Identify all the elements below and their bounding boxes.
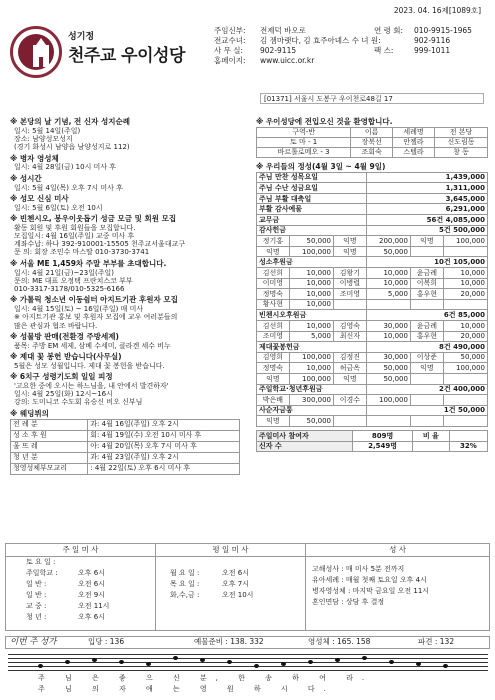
offering-amount: 1건 50,000 [366, 405, 487, 416]
notice-title: ※ 6치구 성령기도회 일일 피정 [10, 372, 113, 382]
schedule-time: 과: 4월 16일(주일) 오후 2시 [88, 419, 240, 430]
donor-amount: 10,000 [366, 278, 410, 289]
offering-amount: 1,439,000 [366, 172, 487, 183]
sacrament-info: 병자영성체 : 마지막 금요일 오전 11시 [312, 587, 430, 595]
mass-time: 오전 6시 [78, 580, 105, 588]
donor-name: 황사현 [257, 299, 290, 310]
music-note [146, 662, 151, 666]
donor-row [257, 416, 488, 427]
attendance-table [256, 430, 488, 452]
donor-name: 익명 [410, 363, 443, 374]
offering-category: 주님 수난 성금요일 [257, 183, 367, 194]
donor-name: 허금옥 [333, 363, 366, 374]
mass-time-row [26, 558, 155, 569]
offering-category: 주님 부활 대축일 [257, 193, 367, 204]
homepage-link[interactable]: www.uicc.or.kr [260, 56, 315, 65]
donor-name: 익명 [257, 416, 290, 427]
sunday-mass [6, 544, 156, 630]
welcome-cell: 신도림동 [434, 137, 487, 147]
attendance-cell: 비 율 [412, 430, 449, 441]
sacrament-info: 유아세례 : 매월 첫째 토요일 오후 4시 [312, 576, 427, 584]
mass-time-row [26, 602, 155, 613]
donor-amount: 10,000 [289, 363, 333, 374]
donor-name: 정기홍 [257, 236, 290, 247]
notice-line: 장소: 남양성모성지 [14, 135, 73, 144]
donor-amount: 100,000 [443, 363, 487, 374]
info-value: 010-9915-1965 [414, 26, 472, 35]
hymn-bar [5, 636, 490, 649]
donor-row [257, 331, 488, 342]
offering-category: 제대꽃봉헌금 [257, 342, 367, 353]
donor-row [257, 373, 488, 384]
info-label: 전교수녀: [214, 36, 246, 45]
donor-name: 정명숙 [257, 363, 290, 374]
donor-amount [443, 299, 487, 310]
schedule-group: 울 뜨 레 [11, 441, 88, 452]
attendance-cell [412, 441, 449, 452]
donor-name: 홍우현 [410, 289, 443, 300]
donor-amount [443, 395, 487, 406]
welcome-row [257, 137, 488, 147]
offering-amount: 5건 500,000 [366, 225, 487, 236]
donor-row [257, 246, 488, 257]
schedule-group: 전 례 분 [11, 419, 88, 430]
contact-info [214, 27, 484, 67]
schedule-group: 성 소 후 원 [11, 430, 88, 441]
column-header: 세례명 [393, 127, 435, 137]
mass-label: 일 반 : [26, 591, 47, 599]
column-header: 이름 [351, 127, 393, 137]
info-value: 902-9116 [414, 36, 451, 45]
offering-amount: 1,311,000 [366, 183, 487, 194]
music-note [65, 660, 70, 664]
donor-name [333, 416, 366, 427]
donor-name: 이미영 [257, 278, 290, 289]
notice-line: 일시: 5월 14일(주일) [14, 126, 81, 135]
donor-row [257, 289, 488, 300]
entrance-hymn: 입당 : 136 [88, 637, 125, 646]
donor-row [257, 278, 488, 289]
notice-title: ※ 성모 신심 미사 [10, 193, 69, 203]
offering-amount: 2건 400,000 [366, 384, 487, 395]
schedule-row [11, 441, 240, 452]
info-value: 김 젬마랫다, 김 효주아녜스 수 녀 원: [260, 36, 381, 45]
donor-name: 이병렬 [333, 278, 366, 289]
offering-total-row [257, 215, 488, 226]
offering-total-row [257, 310, 488, 321]
notice-line: 일시: 4월 28일(금) 10시 미사 후 [14, 163, 117, 172]
donor-name: 김정진 [333, 352, 366, 363]
notice-title: ※ 서울 ME 1,459차 주말 부부를 초대합니다. [10, 258, 167, 268]
notice-line: 문 의: 회장 조민수 마스딸 010-3730-3741 [14, 248, 150, 257]
donor-row [257, 268, 488, 279]
mass-time-row [26, 613, 155, 624]
notice-line: 일시: 4월 15일(토) ~ 16일(주일) 매 미사 [14, 305, 144, 314]
welcome-cell: 바르톨로메오 - 3 [257, 147, 351, 157]
recessional-hymn: 파견 : 132 [418, 637, 455, 646]
notice-title: ※ 제대 꽃 봉헌 받습니다(사무실) [10, 352, 122, 361]
donor-amount: 50,000 [366, 373, 410, 384]
notice-line: 품목: 주방 EM 세제, 삼베 수세미, 클라겐 세수 비누 [14, 341, 171, 350]
donor-row [257, 236, 488, 247]
schedule-row [11, 419, 240, 430]
welcome-cell: 스텔라 [393, 147, 435, 157]
music-note [173, 656, 178, 660]
attendance-row [257, 441, 488, 452]
schedule-group: 청영성체부모교리 [11, 463, 88, 474]
mass-label: 교 중 : [26, 602, 47, 610]
donor-amount: 300,000 [289, 395, 333, 406]
music-note [281, 662, 286, 666]
offering-total-row [257, 225, 488, 236]
mass-time: 오후 6시 [78, 569, 105, 577]
music-note [389, 660, 394, 664]
welcome-title: ※ 우이성당에 전입오신 것을 환영합니다. [256, 117, 393, 126]
offering-amount: 8건 490,000 [366, 342, 487, 353]
notice-title: ※ 빈첸시오, 봉우이웃돕기 성금 모금 및 회원 모집 [10, 213, 177, 223]
donor-amount: 10,000 [289, 321, 333, 332]
offering-amount: 10건 105,000 [366, 257, 487, 268]
offertory-hymn: 예물준비 : 138. 332 [194, 637, 264, 646]
donor-name: 익명 [333, 373, 366, 384]
donor-name: 이복희 [410, 278, 443, 289]
donor-amount: 20,000 [443, 331, 487, 342]
donor-amount: 5,000 [289, 331, 333, 342]
donor-amount: 100,000 [289, 373, 333, 384]
notice-title: ※ 병자 영성체 [10, 153, 59, 163]
donor-row [257, 299, 488, 310]
notice-line: 5월은 성모 성월입니다. 제대 꽃 봉헌을 받습니다. [14, 361, 165, 370]
offering-amount: 56건 4,085,000 [366, 215, 487, 226]
welcome-row [257, 147, 488, 157]
donor-name [410, 395, 443, 406]
offering-total-row [257, 172, 488, 183]
donor-amount: 20,000 [443, 289, 487, 300]
donor-row [257, 363, 488, 374]
attendance-cell: 809명 [353, 430, 413, 441]
schedule-row [11, 463, 240, 474]
sacraments [306, 544, 489, 630]
sacraments-title: 성 사 [306, 544, 489, 557]
attendance-cell: 2,549명 [353, 441, 413, 452]
attendance-row [257, 430, 488, 441]
donor-amount: 10,000 [289, 268, 333, 279]
donor-name: 최신자 [333, 331, 366, 342]
notice-line: 모집일시: 4월 16일(주일) 교중 미사 후 [14, 231, 135, 240]
donor-amount: 10,000 [366, 268, 410, 279]
notice-title: ※ 성물방 판매(전환경 주방세제) [10, 331, 119, 341]
donor-amount [366, 416, 410, 427]
column-header: 구역-반 [257, 127, 351, 137]
sunday-mass-title: 주 일 미 사 [6, 544, 155, 557]
donor-name: 익명 [333, 246, 366, 257]
music-note [119, 660, 124, 664]
sacrament-info: 혼인면담 : 상담 후 결정 [312, 598, 385, 606]
donor-amount: 50,000 [443, 352, 487, 363]
mass-label: 청 년 : [26, 613, 47, 621]
column-header: 전 본당 [434, 127, 487, 137]
mass-time-row [26, 591, 155, 602]
donor-name: 홍우현 [410, 331, 443, 342]
info-label: 사 무 실: [214, 46, 244, 55]
church-name: 천주교 우이성당 [68, 46, 185, 66]
schedule-group: 청 년 분 [11, 452, 88, 463]
notice-title: ※ 가톨릭 청소년 이동쉼터 아지트기관 후원자 모집 [10, 295, 178, 305]
donor-row [257, 321, 488, 332]
donor-amount: 5,000 [366, 289, 410, 300]
offering-category: 감사헌금 [257, 225, 367, 236]
donor-name [333, 299, 366, 310]
offering-category: 빈첸시오후원금 [257, 310, 367, 321]
music-note [200, 658, 205, 662]
schedule-row [11, 452, 240, 463]
hymn-heading: 이번 주 성가 [10, 637, 57, 647]
offering-amount: 6,291,000 [366, 204, 487, 215]
donor-amount: 100,000 [289, 246, 333, 257]
notice-line: 계좌수납: 하나 392-910001-15505 천주교서울대교구 [14, 240, 186, 249]
donor-amount: 30,000 [366, 321, 410, 332]
donor-row [257, 395, 488, 406]
mass-time: 오전 9시 [78, 591, 105, 599]
bulletin-header [8, 20, 487, 110]
offering-total-row [257, 342, 488, 353]
lyric-line-2: 주 님 의 자 애 는 영 원 하 시 다. [38, 685, 335, 693]
attendance-cell: 주일미사 참여자 [257, 430, 353, 441]
offering-amount: 3,645,000 [366, 193, 487, 204]
notice-line: '고요한 중에 오시는 하느님을, 내 안에서 발견하자' [14, 381, 169, 390]
info-value: 902-9115 [260, 46, 297, 55]
donor-name: 김영숙 [333, 321, 366, 332]
mass-time: 오후 7시 [222, 580, 249, 588]
meeting-schedule-table [10, 419, 240, 475]
offering-total-row [257, 257, 488, 268]
schedule-time: : 4월 22일(토) 오후 6시 미사 후 [88, 463, 240, 474]
offering-category: 주일학교·청년후원금 [257, 384, 367, 395]
donor-name: 윤금례 [410, 268, 443, 279]
notice-line: ※ 아지트기관 홍보 및 후원자 모집에 교우 여러분들의 [14, 313, 178, 322]
notice-line: 010-3317-3178/010-5325-6166 [14, 285, 125, 294]
mass-label: 일 반 : [26, 580, 47, 588]
donor-name: 정명숙 [257, 289, 290, 300]
music-score [8, 652, 488, 698]
mass-time: 오전 6시 [222, 569, 249, 577]
offering-total-row [257, 384, 488, 395]
weekday-mass [156, 544, 306, 630]
lyric-line-1: 주 님 은 좋 으 신 분, 한 송 하 여 라. [38, 674, 374, 682]
music-note [38, 664, 43, 668]
donor-amount: 200,000 [366, 236, 410, 247]
offering-category: 성소후원금 [257, 257, 367, 268]
offering-category: 부활 감사예물 [257, 204, 367, 215]
welcome-cell: 조회숙 [351, 147, 393, 157]
donor-name: 윤금례 [410, 321, 443, 332]
donor-amount: 100,000 [289, 352, 333, 363]
church-logo [10, 26, 62, 78]
info-value: 전제덕 바오로 [260, 26, 306, 35]
donor-amount: 100,000 [366, 395, 410, 406]
donor-name [410, 373, 443, 384]
music-note [92, 658, 97, 662]
mass-schedule [5, 543, 490, 631]
mass-time-row [26, 569, 155, 580]
attendance-cell [449, 430, 487, 441]
attendance-cell: 신자 수 [257, 441, 353, 452]
donor-amount: 100,000 [443, 236, 487, 247]
welcome-cell: 창 동 [434, 147, 487, 157]
offering-category: 사순자금통 [257, 405, 367, 416]
donor-amount: 50,000 [366, 246, 410, 257]
offering-total-row [257, 193, 488, 204]
info-label: 팩 스: [374, 46, 394, 55]
mass-time-row [26, 580, 155, 591]
notice-line: 일시: 5월 4일(목) 오후 7시 미사 후 [14, 183, 123, 192]
donor-amount: 10,000 [289, 299, 333, 310]
donor-name: 익명 [257, 373, 290, 384]
donor-amount [443, 246, 487, 257]
donor-amount: 10,000 [289, 289, 333, 300]
mass-time-row [170, 580, 305, 591]
welcome-cell: 토 마 - 1 [257, 137, 351, 147]
info-label: 홈페이지: [214, 56, 246, 65]
welcome-cell: 장북선 [351, 137, 393, 147]
donor-amount: 10,000 [443, 321, 487, 332]
music-note [416, 662, 421, 666]
info-value: 999-1011 [414, 46, 451, 55]
donor-name: 조미영 [333, 289, 366, 300]
notice-line: 문의: ME 대표 오정택 프란치스코 부부 [14, 276, 133, 285]
donor-name: 조미영 [257, 331, 290, 342]
notices-column [10, 115, 240, 475]
donor-name: 김영희 [257, 352, 290, 363]
mass-time: 오후 6시 [78, 613, 105, 621]
offering-category: 주님 만찬 성목요일 [257, 172, 367, 183]
donor-amount: 50,000 [289, 236, 333, 247]
notice-title: ※ 성시간 [10, 173, 42, 183]
mass-label: 주일학교 : [26, 569, 58, 577]
attendance-cell: 32% [449, 441, 487, 452]
offering-total-row [257, 183, 488, 194]
donor-name: 이경수 [333, 395, 366, 406]
mass-time: 오전 10시 [222, 591, 254, 599]
donor-name: 익명 [333, 236, 366, 247]
offering-title: ※ 우리들의 정성(4월 3일 ~ 4월 9일) [256, 161, 386, 171]
donor-amount: 10,000 [366, 331, 410, 342]
notice-line: 활동 회원 및 후원 회원들을 모집합니다. [14, 223, 136, 232]
right-column [256, 115, 488, 452]
welcome-header-row [257, 127, 488, 137]
music-note [443, 664, 448, 668]
offering-category: 교무금 [257, 215, 367, 226]
issue-date: 2023. 04. 16제[1089호] [393, 6, 481, 15]
communion-hymn: 영성체 : 165. 158 [308, 637, 371, 646]
donor-name: 김선희 [257, 268, 290, 279]
donor-amount: 10,000 [289, 278, 333, 289]
music-note [362, 656, 367, 660]
donor-name: 김왕기 [333, 268, 366, 279]
mass-time-row [170, 569, 305, 580]
weekday-mass-title: 평 일 미 사 [156, 544, 305, 557]
notice-line: 강의: 도미니코 수도회 유승신 비오 신부님 [14, 398, 143, 407]
notice-title: ※ 웨딩뷔의 [10, 408, 49, 418]
donor-amount [443, 373, 487, 384]
donor-amount [366, 299, 410, 310]
music-note [308, 660, 313, 664]
donor-amount [443, 416, 487, 427]
donor-row [257, 352, 488, 363]
info-label: 주임신부: [214, 26, 246, 35]
offering-total-row [257, 405, 488, 416]
notice-line: (경기 화성시 남양읍 남양성지로 112) [14, 143, 130, 152]
notice-line: 일시: 4월 21일(금)~23일(주일) [14, 268, 114, 277]
mass-time-row [170, 591, 305, 602]
donor-amount: 10,000 [443, 268, 487, 279]
offering-table [256, 172, 488, 427]
donor-name [410, 299, 443, 310]
info-label: 연 령 회: [374, 26, 404, 35]
welcome-cell: 안젤라 [393, 137, 435, 147]
mass-time: 오전 11시 [78, 602, 110, 610]
music-note [254, 664, 259, 668]
donor-amount: 10,000 [443, 278, 487, 289]
mass-label: 토 요 일 : [26, 558, 56, 566]
donor-amount: 50,000 [289, 416, 333, 427]
schedule-row [11, 430, 240, 441]
schedule-time: 과: 4월 23일(주일) 오후 2시 [88, 452, 240, 463]
donor-name: 익명 [257, 246, 290, 257]
offering-amount: 6건 85,000 [366, 310, 487, 321]
donor-amount: 50,000 [366, 363, 410, 374]
notice-line: 일시: 4월 25일(화) 12시~16시 [14, 390, 113, 399]
welcome-table [256, 127, 488, 158]
notice-line: 일시: 5월 6일(토) 오전 10시 [14, 203, 103, 212]
donor-name: 익명 [410, 236, 443, 247]
mass-label: 목 요 일 : [170, 580, 200, 588]
donor-name [410, 246, 443, 257]
schedule-time: 회: 4월 19일(수) 오전 10시 미사 후 [88, 430, 240, 441]
donor-name: 박은배 [257, 395, 290, 406]
church-address: [01371] 서울시 도봉구 우이천로48길 17 [260, 93, 484, 104]
mass-label: 월 요 일 : [170, 569, 200, 577]
music-note [227, 660, 232, 664]
donor-name [410, 416, 443, 427]
donor-name: 김선희 [257, 321, 290, 332]
donor-name: 이상준 [410, 352, 443, 363]
offering-total-row [257, 204, 488, 215]
church-subtitle: 성기정 [68, 32, 95, 42]
donor-amount: 30,000 [366, 352, 410, 363]
notice-line: 많은 관심과 협조 바랍니다. [14, 321, 98, 330]
music-note [335, 658, 340, 662]
schedule-time: 아: 4월 20일(목) 오후 7시 미사 후 [88, 441, 240, 452]
mass-label: 화,수,금 : [170, 591, 200, 599]
notice-title: ※ 본당의 날 기념, 전 신자 성지순례 [10, 117, 130, 126]
sacrament-info: 고해성사 : 매 미사 5분 전까지 [312, 565, 405, 573]
